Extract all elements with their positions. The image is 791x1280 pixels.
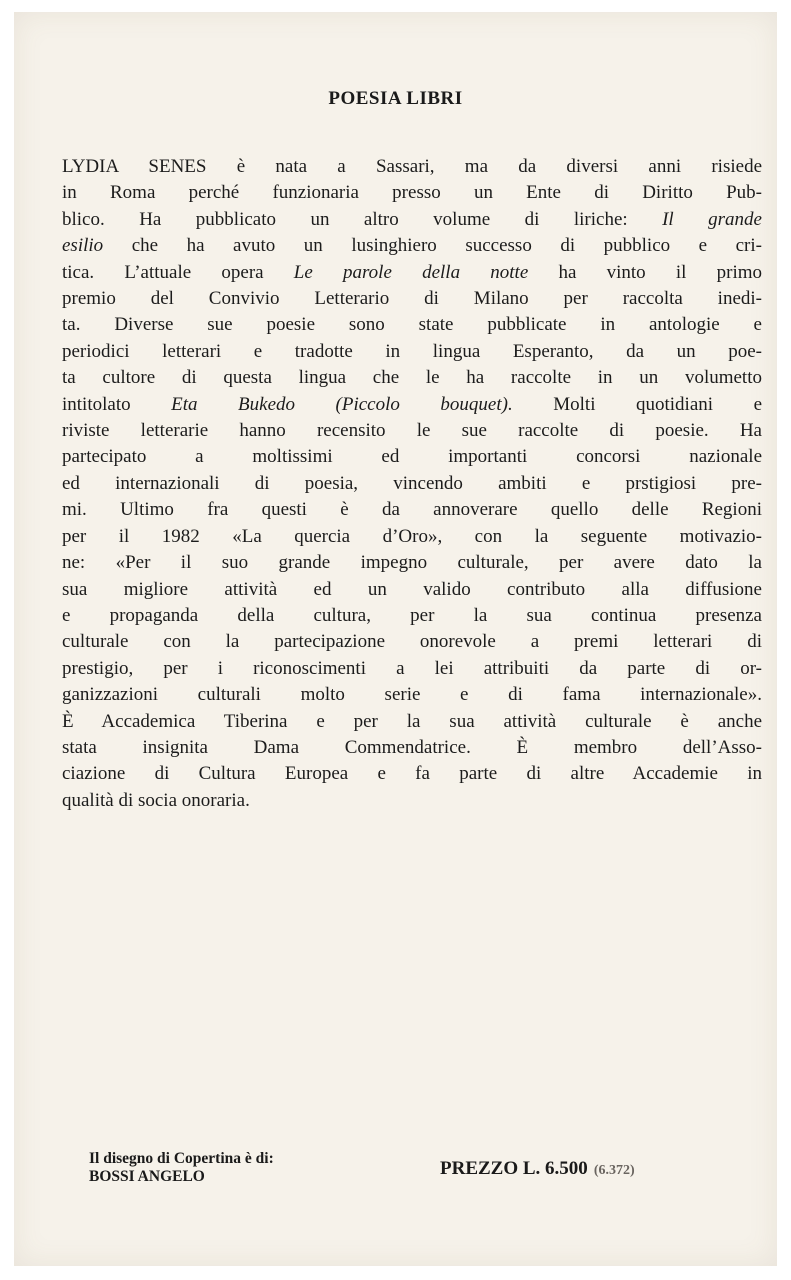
bio-text: riviste letterarie hanno recensito le sue raccolte di poesie. Ha [62, 420, 762, 442]
bio-text: che ha avuto un lusinghiero successo di pubblico e cri- [103, 235, 762, 257]
bio-text: LYDIA SENES è nata a Sassari, ma da diversi anni risiede [62, 156, 762, 177]
bio-line [62, 735, 762, 761]
bio-text: ganizzazioni culturali molto serie e di fama internazionale». [62, 684, 762, 706]
bio-text: e propaganda della cultura, per la sua continua presenza [62, 604, 762, 626]
series-title: POESIA LIBRI [328, 88, 463, 109]
bio-text: ha vinto il primo [528, 261, 763, 283]
cover-credit-label: Il disegno di Copertina è di: [89, 1150, 274, 1167]
bio-line [62, 761, 762, 787]
author-biography [62, 154, 762, 814]
bio-text: qualità di socia onoraria. [62, 789, 250, 811]
bio-title-italic: Il grande [662, 208, 762, 230]
bio-text: periodici letterari e tradotte in lingua Esperanto, da un poe- [62, 340, 762, 362]
bio-line [62, 418, 762, 444]
bio-text: premio del Convivio Letterario di Milano per raccolta inedi- [62, 288, 762, 310]
bio-line [62, 286, 762, 312]
bio-text: intitolato [62, 393, 172, 415]
cover-artist-name: BOSSI ANGELO [89, 1168, 205, 1185]
bio-text: prestigio, per i riconoscimenti a lei attribuiti da parte di or- [62, 657, 762, 679]
bio-line [62, 444, 762, 470]
bio-text: mi. Ultimo fra questi è da annoverare quello delle Regioni [62, 499, 762, 521]
price [440, 1158, 635, 1180]
price-alt: (6.372) [593, 1163, 635, 1178]
bio-line [62, 471, 762, 497]
bio-line [62, 682, 762, 708]
bio-text: tica. L’attuale opera [62, 261, 294, 283]
bio-line [62, 497, 762, 523]
bio-title-italic: Eta Bukedo (Piccolo bouquet). [171, 393, 513, 415]
bio-text: culturale con la partecipazione onorevole a premi letterari di [62, 631, 762, 653]
bio-line [62, 154, 762, 180]
book-back-cover [14, 12, 777, 1266]
bio-text: È Accademica Tiberina e per la sua attività culturale è anche [62, 710, 762, 732]
bio-line [62, 233, 762, 259]
bio-text: blico. Ha pubblicato un altro volume di liriche: [62, 208, 663, 230]
bio-text: per il 1982 «La quercia d’Oro», con la seguente motivazio- [62, 525, 762, 547]
bio-title-italic: esilio [62, 235, 104, 257]
bio-text: stata insignita Dama Commendatrice. È membro dell’Asso- [62, 736, 762, 758]
cover-credit [89, 1150, 274, 1186]
bio-line [62, 365, 762, 391]
bio-text: ed internazionali di poesia, vincendo ambiti e prstigiosi pre- [62, 472, 762, 494]
bio-text: partecipato a moltissimi ed importanti concorsi nazionale [62, 446, 762, 468]
bio-line [62, 180, 762, 206]
price-label: PREZZO L. 6.500 [440, 1158, 588, 1179]
bio-line [62, 629, 762, 655]
bio-line [62, 312, 762, 338]
bio-line [62, 339, 762, 365]
bio-line [62, 524, 762, 550]
bio-line [62, 577, 762, 603]
bio-text: sua migliore attività ed un valido contributo alla diffusione [62, 578, 762, 600]
bio-text: Molti quotidiani e [512, 393, 762, 415]
bio-text: ne: «Per il suo grande impegno culturale, per avere dato la [62, 552, 762, 574]
bio-line [62, 709, 762, 735]
bio-line [62, 550, 762, 576]
bio-line [62, 603, 762, 629]
bio-text: ciazione di Cultura Europea e fa parte di altre Accademie in [62, 763, 762, 785]
bio-text: ta. Diverse sue poesie sono state pubblicate in antologie e [62, 314, 762, 336]
bio-line [62, 392, 762, 418]
bio-text: in Roma perché funzionaria presso un Ente di Diritto Pub- [62, 182, 762, 204]
bio-line [62, 656, 762, 682]
bio-line [62, 207, 762, 233]
bio-text: ta cultore di questa lingua che le ha raccolte in un volumetto [62, 367, 762, 389]
bio-line [62, 788, 762, 814]
bio-line [62, 260, 762, 286]
bio-title-italic: Le parole della notte [293, 261, 529, 283]
